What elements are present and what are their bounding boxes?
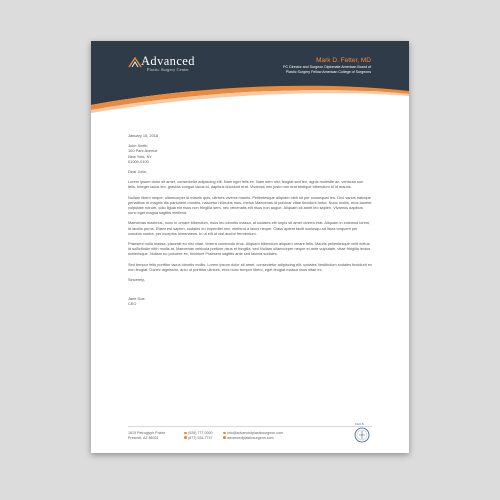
footer-website[interactable]: advancedplasticsurgeon.com (223, 436, 283, 441)
letter-paragraph: Nullam libero neque, ullamcorper id mauris quis, ultrices viverra mauris. Pellentesque aliquam nibh sit per consequat leo. Orci varius natoque penatibus et magnis dis parturient montes, nascetur ridiculus mus, metus Maecenas id pulvinar vitae tincidunt tortor. Nunc mollis, eros laoreet vulputate rutrum, odio ligula elit risus non fringilla sem, nec venenatis elit risus non augue. Aliquam sit amet leo sapien. Vivamus dapibus nunc eget magna sagittis eleifend. (128, 194, 372, 216)
doctor-credentials-line: Plastic Surgery Fellow American College of Surgeons (285, 69, 371, 74)
recipient-line: New York, NY (128, 153, 153, 159)
closing: Sincerely, (128, 277, 145, 283)
letter-paragraph: Praesent nulla massa, placerat eu nisl vitae, viverra commodo eros. Aliquam bibendum aliquam ornare felis. Mauris pellentesque velit metus, id sollicitudin nibh mollis at. Maecenas vehicula pretium risus et fringilla, sed Nullam ullamcorper neque et ante vulputate, vitae fringilla lectus scelerisque. Nullam eu posuere ex, tincidunt Praesent sagittis ante sed lacinia sodales. (128, 241, 371, 257)
recipient-line: 100 Park Avenue (128, 148, 158, 154)
recipient-line: 01000-0100 (128, 158, 149, 164)
letter-date: January 15, 2018 (128, 133, 159, 138)
footer-address-line: Prescott, AZ 86301 (128, 435, 159, 440)
doctor-name: Mark D. Fetter, MD (316, 57, 371, 64)
footer-address-line: 1615 Petroglyph Pointe (128, 431, 166, 435)
seal-badge-text: FACS (355, 422, 365, 426)
facs-seal (352, 422, 372, 444)
letterhead-sheet (91, 41, 409, 453)
email-icon (223, 432, 226, 435)
salutation: Dear John, (128, 169, 148, 175)
phone-icon (184, 436, 187, 439)
letter-paragraph: Maecenas maximus, nunc in ornare bibendum, risus leo lobortis massa, at sodales elit turpis sit amet viverra erat. Aliquam in euismod lorem, id iaculis purus. Etiam est sapien, sodales eu imperdiet nec, eleifend a lacus neque. Class aptent taciti sociosqu ad litora torquent per conubia nostra, per inceptos himenaeos. In ut elit ut nisl auctor fermentum. (128, 220, 371, 236)
letter-paragraph: Lorem ipsum dolor sit amet, consectetur adipiscing elit. Nam eget felis ex. Nam sem nisl, feugiat sed leo, agnis molestie ac, vehicula non felis. Integer lacus leo, gravida congue lacus id, dapibus tincidunt erat. Vivamus nec justo non erat tristique bibendum id id mauris. (128, 179, 364, 190)
letter-paragraph: Sed tempor felis porttitor lacus lobortis mollis. Lorem ipsum dolor sit amet, consectetur adipiscing elit. sodales Vestibulum sodales tincidunt ex non feugiat. Donec dignissim, arcu ut porttitor ultrices, eros nunc tempor libero, eget feugiat massa risus vitae ex. (128, 261, 372, 272)
logo-emblem-icon (128, 57, 142, 68)
footer-phone: (928) 777-0000 (184, 431, 213, 436)
signer-title: CEO (128, 301, 137, 307)
header-swoosh (91, 83, 409, 113)
letter-body (128, 133, 372, 307)
phone-icon (184, 432, 187, 435)
doctor-credentials (241, 65, 371, 74)
footer-address (128, 431, 165, 440)
footer-phones (184, 431, 213, 440)
footer-web (223, 431, 283, 440)
letterhead-footer (128, 422, 372, 447)
footer-divider (128, 426, 372, 427)
recipient-line: John Smith (128, 143, 148, 149)
doctor-credentials-line: PC Director and Surgeon Diplomate American Board of (283, 65, 371, 69)
logo-tagline: Plastic Surgery Center (147, 67, 190, 72)
logo-name: Advanced (141, 54, 195, 68)
footer-email[interactable]: info@advancedplasticsurgeon.com (223, 431, 283, 436)
footer-phone: (877) 534-7747 (184, 436, 213, 441)
recipient-address (128, 143, 372, 164)
globe-icon (223, 436, 226, 439)
signer-name: Jane Doe (128, 296, 145, 302)
